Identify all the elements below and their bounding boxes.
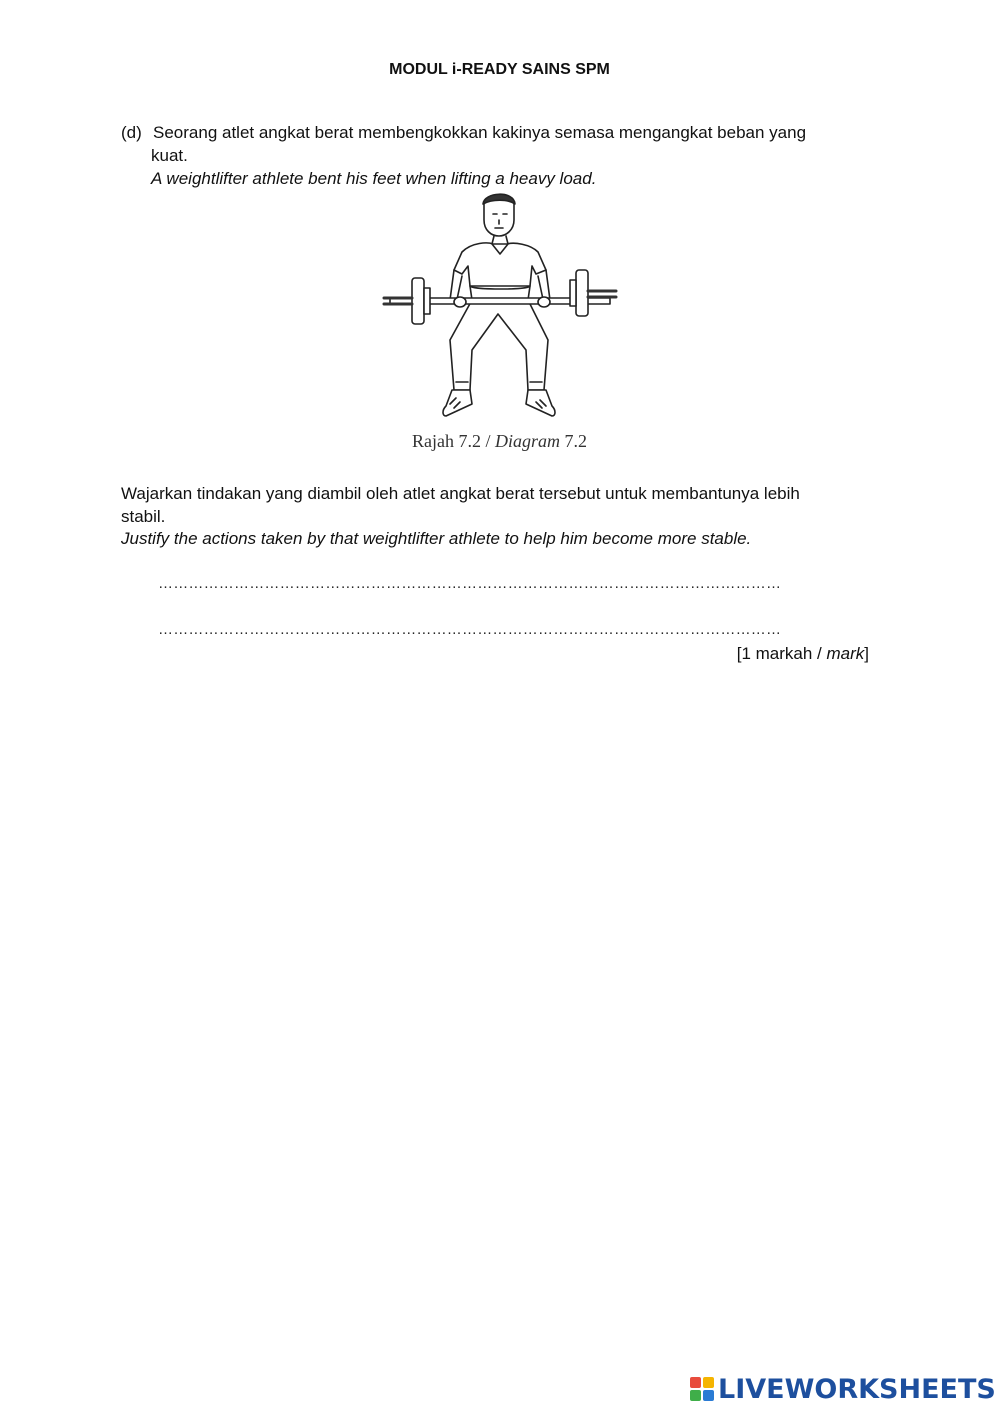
logo-tile-v	[690, 1390, 701, 1401]
logo-tile-e	[703, 1390, 714, 1401]
logo-tiles-icon	[690, 1377, 714, 1401]
question-text-ms-line1: Seorang atlet angkat berat membengkokkan kakinya semasa mengangkat beban yang	[153, 123, 807, 142]
question-label: (d)	[121, 123, 142, 142]
answer-line-2[interactable]: ……………………………………………………………………………………………………………	[158, 621, 782, 638]
diagram-caption	[0, 431, 999, 452]
logo-text: LIVEWORKSHEETS	[718, 1373, 996, 1405]
weightlifter-illustration	[380, 190, 620, 426]
question-text-ms-line2: kuat.	[151, 146, 188, 165]
question-text-en: A weightlifter athlete bent his feet when lifting a heavy load.	[151, 169, 597, 188]
marks-prefix: [1 markah /	[736, 644, 827, 663]
marks-suffix: ]	[864, 644, 869, 663]
justify-text-en: Justify the actions taken by that weightlifter athlete to help him become more stable.	[121, 529, 752, 548]
caption-en: Diagram	[494, 431, 560, 451]
justify-text-ms-line1: Wajarkan tindakan yang diambil oleh atlet angkat berat tersebut untuk membantunya lebih	[121, 484, 800, 503]
marks-en: mark	[826, 644, 865, 663]
liveworksheets-logo	[690, 1372, 996, 1406]
logo-tile-l	[690, 1377, 701, 1388]
caption-number: 7.2	[560, 431, 587, 451]
justify-text-ms-line2: stabil.	[121, 507, 166, 526]
logo-tile-i	[703, 1377, 714, 1388]
answer-line-1[interactable]: ……………………………………………………………………………………………………………	[158, 575, 782, 592]
caption-ms: Rajah 7.2 /	[411, 431, 495, 451]
page-title: MODUL i-READY SAINS SPM	[389, 61, 610, 78]
marks-label	[737, 642, 869, 665]
